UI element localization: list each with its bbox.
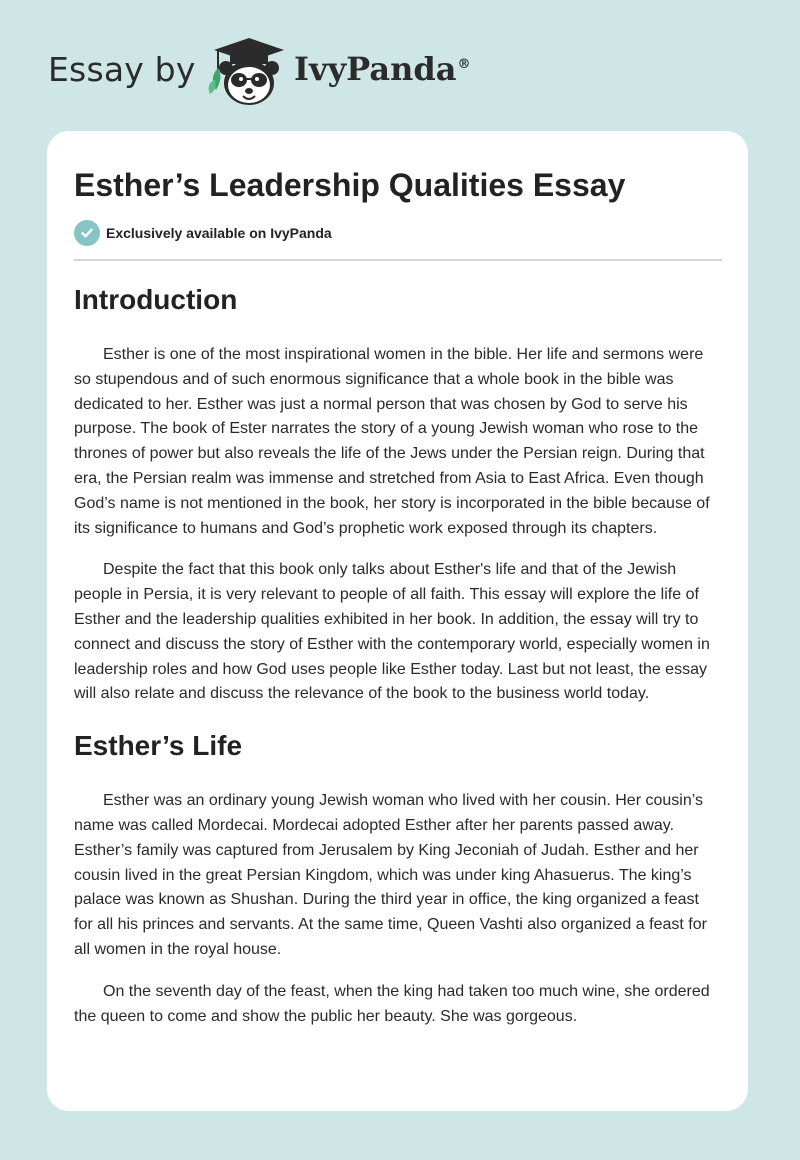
brand-logo[interactable] xyxy=(48,36,471,108)
exclusive-badge xyxy=(74,220,722,246)
check-circle-icon xyxy=(74,220,100,246)
essay-title: Esther’s Leadership Qualities Essay xyxy=(74,167,626,203)
paragraph: Esther was an ordinary young Jewish woman who lived with her cousin. Her cousin’s name was called Mordecai. Mordecai adopted Esther after her parents passed away. Esther’s family was captured from Jerusalem by King Jeconiah of Judah. Esther and her cousin lived in the great Persian Kingdom, which was under king Ahasuerus. The king’s palace was known as Shushan. During the third year in office, the king organized a feast for all his princes and servants. At the same time, Queen Vashti also organized a feast for all women in the royal house. xyxy=(74,792,707,958)
paragraph: Despite the fact that this book only talks about Esther's life and that of the Jewish people in Persia, it is very relevant to people of all faith. This essay will explore the life of Esther and the leadership qualities exhibited in her book. In addition, the essay will try to connect and discuss the story of Esther with the contemporary world, especially women in leadership roles and how God uses people like Esther today. Last but not least, the essay will also relate and discuss the relevance of the book to the business world today. xyxy=(74,561,710,703)
paragraph: On the seventh day of the feast, when the king had taken too much wine, she ordered the queen to come and show the public her beauty. She was gorgeous. xyxy=(74,982,710,1025)
essay-card xyxy=(47,131,748,1111)
brand-prefix: Essay by xyxy=(48,50,196,89)
paragraph: Esther is one of the most inspirational women in the bible. Her life and sermons were so stupendous and of such enormous significance that a whole book in the bible was dedicated to her. Esther was just a normal person that was chosen by God to serve his purpose. The book of Ester narrates the story of a young Jewish woman who rose to the thrones of power but also reveals the life of the Jews under the Persian reign. During that era, the Persian realm was immense and stretched from Asia to East Africa. Even though God’s name is not mentioned in the book, her story is incorporated in the bible because of its significance to humans and God’s prophetic work exposed through its chapters. xyxy=(74,346,710,537)
registered-mark: ® xyxy=(457,57,471,73)
exclusive-label: Exclusively available on IvyPanda xyxy=(106,225,332,241)
brand-name: IvyPanda® xyxy=(294,50,471,88)
section-heading-esthers-life: Esther’s Life xyxy=(74,730,243,762)
divider xyxy=(74,259,722,261)
section-heading-introduction: Introduction xyxy=(74,284,238,315)
panda-logo-icon xyxy=(202,36,292,108)
